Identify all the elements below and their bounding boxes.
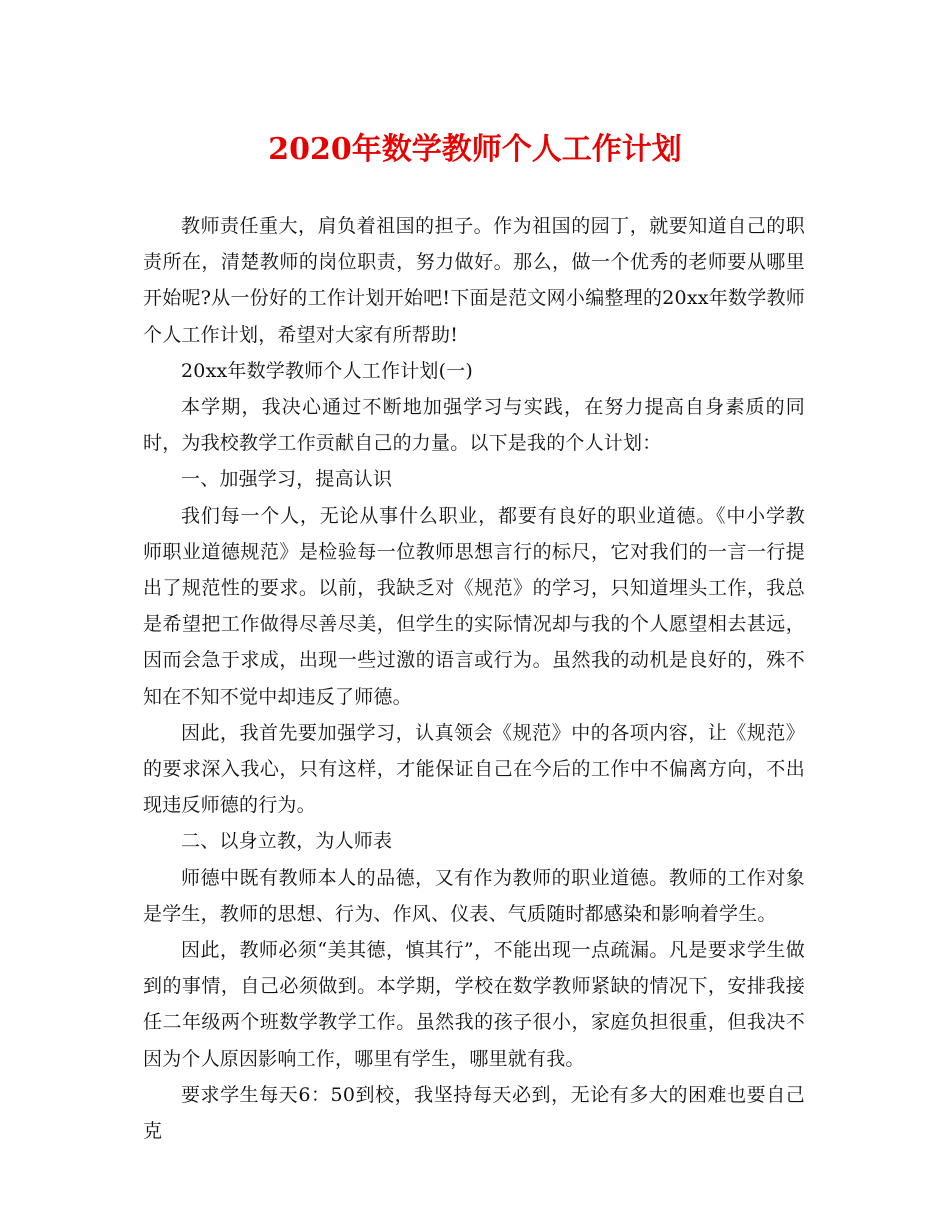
paragraph-study: 因此，我首先要加强学习，认真领会《规范》中的各项内容，让《规范》的要求深入我心，只有这样，才能保证自己在今后的工作中不偏离方向，不出现违反师德的行为。: [143, 721, 805, 817]
section-heading-1: 一、加强学习，提高认识: [181, 468, 393, 491]
paragraph-subtitle: 20xx年数学教师个人工作计划(一): [181, 359, 474, 382]
section-heading-2: 二、以身立教，为人师表: [181, 830, 393, 853]
document-title: 2020年数学教师个人工作计划: [268, 132, 682, 167]
paragraph-semester-plan: 本学期，我决心通过不断地加强学习与实践，在努力提高自身素质的同时，为我校教学工作贡献自己的力量。以下是我的个人计划：: [143, 396, 805, 455]
paragraph-morality: 师德中既有教师本人的品德，又有作为教师的职业道德。教师的工作对象是学生，教师的思想、行为、作风、仪表、气质随时都感染和影响着学生。: [143, 866, 805, 925]
paragraph-ethics: 我们每一个人，无论从事什么职业，都要有良好的职业道德。《中小学教师职业道德规范》是检验每一位教师思想言行的标尺，它对我们的一言一行提出了规范性的要求。以前，我缺乏对《规范》的学习，只知道埋头工作，我总是希望把工作做得尽善尽美，但学生的实际情况却与我的个人愿望相去甚远，因而会急于求成，出现一些过激的语言或行为。虽然我的动机是良好的，殊不知在不知不觉中却违反了师德。: [143, 504, 805, 708]
paragraph-attendance: 要求学生每天6：50到校，我坚持每天必到，无论有多大的困难也要自己克: [143, 1083, 805, 1143]
paragraph-example: 因此，教师必须“美其德，慎其行”，不能出现一点疏漏。凡是要求学生做到的事情，自己必须做到。本学期，学校在数学教师紧缺的情况下，安排我接任二年级两个班数学教学工作。虽然我的孩子很小，家庭负担很重，但我决不因为个人原因影响工作，哪里有学生，哪里就有我。: [143, 939, 805, 1070]
paragraph-intro: 教师责任重大，肩负着祖国的担子。作为祖国的园丁，就要知道自己的职责所在，清楚教师的岗位职责，努力做好。那么，做一个优秀的老师要从哪里开始呢?从一份好的工作计划开始吧!下面是范文网小编整理的20xx年数学教师个人工作计划，希望对大家有所帮助!: [143, 215, 805, 346]
document-body: [143, 208, 805, 1149]
